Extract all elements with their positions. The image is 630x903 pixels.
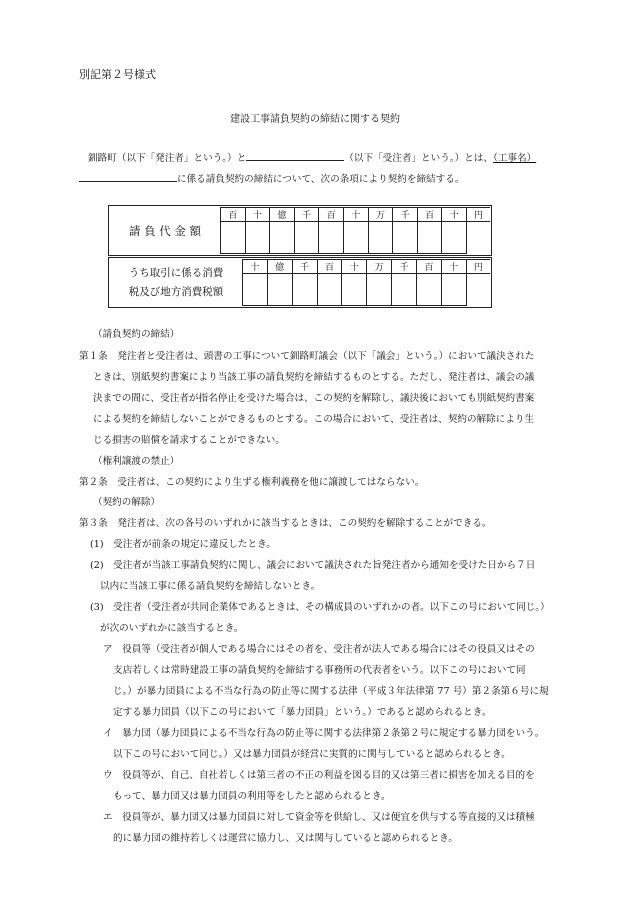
project-name-field[interactable]: （工事名） (493, 153, 537, 164)
tax-digit-cell[interactable] (317, 274, 342, 306)
tax-digit-cell[interactable] (267, 274, 292, 306)
contractor-blank[interactable] (246, 150, 344, 161)
heading-conclusion: （請負契約の締結） (93, 329, 180, 340)
amount-digit-cell[interactable] (270, 222, 295, 254)
amount-digit-cell[interactable] (442, 222, 467, 254)
subitem-i-line: 以下この号において同じ。）又は暴力団員が経営に実質的に関与していると認められるとき。 (113, 749, 511, 760)
subitem-a-line: 定する暴力団員（以下この号において「暴力団員」という。）であると認められるとき。 (113, 707, 492, 718)
unit-cell: 十 (243, 260, 268, 274)
amount-digit-cell[interactable] (221, 222, 246, 254)
unit-cell: 万 (368, 208, 393, 222)
article-1-line: じる損害の賠償を請求することができない。 (93, 435, 285, 446)
amount-digit-cell[interactable] (294, 222, 319, 254)
unit-cell: 千 (294, 208, 319, 222)
item-3: (3) 受注者（受注者が共同企業体であるときは、その構成員のいずれかの者。以下この号において同じ。） (90, 602, 550, 613)
intro-text-c: に係る請負契約の締結について、次の条項により契約を締結する。 (177, 174, 465, 185)
tax-digit-cell[interactable] (392, 274, 417, 306)
unit-cell: 千 (392, 260, 417, 274)
subitem-e: エ 役員等が、暴力団又は暴力団員に対して資金等を供給し、又は便宜を供与する等直接的又は積極 (103, 812, 535, 823)
unit-cell: 百 (417, 260, 442, 274)
unit-cell: 十 (342, 260, 367, 274)
subitem-u: ウ 役員等が、自己、自社若しくは第三者の不正の利益を図る目的又は第三者に損害を加える目的を (103, 770, 535, 781)
contract-amount-label: 請 負 代 金 額 (110, 208, 221, 254)
article-3: 第３条 発注者は、次の各号のいずれかに該当するときは、この契約を解除することができる。 (79, 518, 492, 529)
unit-cell: 百 (417, 208, 442, 222)
subitem-i: イ 暴力団（暴力団員による不当な行為の防止等に関する法律第２条第２号に規定する暴力団をいう。 (103, 728, 545, 739)
amount-digit-cell[interactable] (417, 222, 442, 254)
unit-cell: 十 (442, 208, 467, 222)
subitem-u-line: もって、暴力団又は暴力団員の利用等をしたと認められるとき。 (113, 791, 391, 802)
amount-digit-cell[interactable] (319, 222, 344, 254)
unit-cell: 億 (267, 260, 292, 274)
tax-label-line-1: うち取引に係る消費 (128, 266, 224, 279)
tax-digit-cell[interactable] (292, 274, 317, 306)
subitem-a-line: 支店若しくは常時建設工事の請負契約を締結する事務所の代表者をいう。以下この号において同 (113, 665, 526, 676)
project-name-blank[interactable] (79, 171, 177, 182)
item-3-line: が次のいずれかに該当するとき。 (100, 623, 244, 634)
intro-text-a: 釧路町（以下「発注者」という。）と (88, 153, 247, 164)
contract-amount-table (110, 207, 490, 254)
subitem-e-line: 的に暴力団の維持若しくは運営に協力し、又は関与していると認められるとき。 (113, 833, 458, 844)
tax-amount-label (110, 260, 243, 306)
item-2: (2) 受注者が当該工事請負契約に関し、議会において議決された旨発注者から通知を受けた日から７日 (90, 560, 536, 571)
article-1: 第１条 発注者と受注者は、頭書の工事について釧路町議会（以下「議会」という。）において議決された (79, 351, 535, 362)
tax-digit-cell[interactable] (243, 274, 268, 306)
unit-cell: 百 (317, 260, 342, 274)
intro-line-1 (88, 150, 536, 164)
unit-cell: 十 (441, 260, 466, 274)
item-1: (1) 受注者が前条の規定に違反したとき。 (90, 539, 276, 550)
tax-amount-table (110, 259, 490, 306)
article-1-line: による契約を締結しないことができるものとする。この場合において、受注者は、契約の解除により生 (93, 414, 535, 425)
article-1-line: ときは、別紙契約書案により当該工事の請負契約を締結するものとする。ただし、発注者は、議会の議 (93, 372, 535, 383)
unit-cell: 億 (270, 208, 295, 222)
amount-digit-cell[interactable] (467, 222, 490, 254)
tax-digit-cell[interactable] (342, 274, 367, 306)
unit-cell: 百 (221, 208, 246, 222)
unit-cell: 千 (292, 260, 317, 274)
heading-assignment: （権利譲渡の禁止） (93, 456, 180, 467)
article-2: 第２条 受注者は、この契約により生ずる権利義務を他に譲渡してはならない。 (79, 477, 425, 488)
tax-digit-cell[interactable] (367, 274, 392, 306)
unit-cell: 千 (393, 208, 418, 222)
tax-digit-cell[interactable] (466, 274, 490, 306)
unit-cell: 円 (466, 260, 490, 274)
unit-cell: 十 (344, 208, 369, 222)
subitem-a: ア 役員等（受注者が個人である場合にはその者を、受注者が法人である場合にはその役員又はその (103, 644, 535, 655)
intro-text-b: （以下「受注者」という。）とは、 (344, 153, 493, 164)
form-label: 別記第２号様式 (79, 68, 156, 81)
item-2-line: 以内に当該工事に係る請負契約を締結しないとき。 (100, 581, 321, 592)
tax-digit-cell[interactable] (441, 274, 466, 306)
unit-cell: 万 (367, 260, 392, 274)
article-1-line: 決までの間に、受注者が指名停止を受けた場合は、この契約を解除し、議決後においても別紙契約書案 (93, 393, 535, 404)
intro-line-2 (79, 171, 464, 185)
unit-cell: 十 (245, 208, 270, 222)
amount-digit-cell[interactable] (368, 222, 393, 254)
heading-termination: （契約の解除） (93, 497, 161, 508)
tax-label-line-2: 税及び地方消費税額 (128, 285, 224, 298)
subitem-a-line: じ。）が暴力団員による不当な行為の防止等に関する法律（平成３年法律第 77 号）第２条第６号に規 (113, 686, 549, 697)
amount-digit-cell[interactable] (344, 222, 369, 254)
tax-digit-cell[interactable] (417, 274, 442, 306)
unit-cell: 円 (467, 208, 490, 222)
unit-cell: 百 (319, 208, 344, 222)
amount-digit-cell[interactable] (393, 222, 418, 254)
amount-digit-cell[interactable] (245, 222, 270, 254)
document-title: 建設工事請負契約の締結に関する契約 (230, 114, 400, 125)
